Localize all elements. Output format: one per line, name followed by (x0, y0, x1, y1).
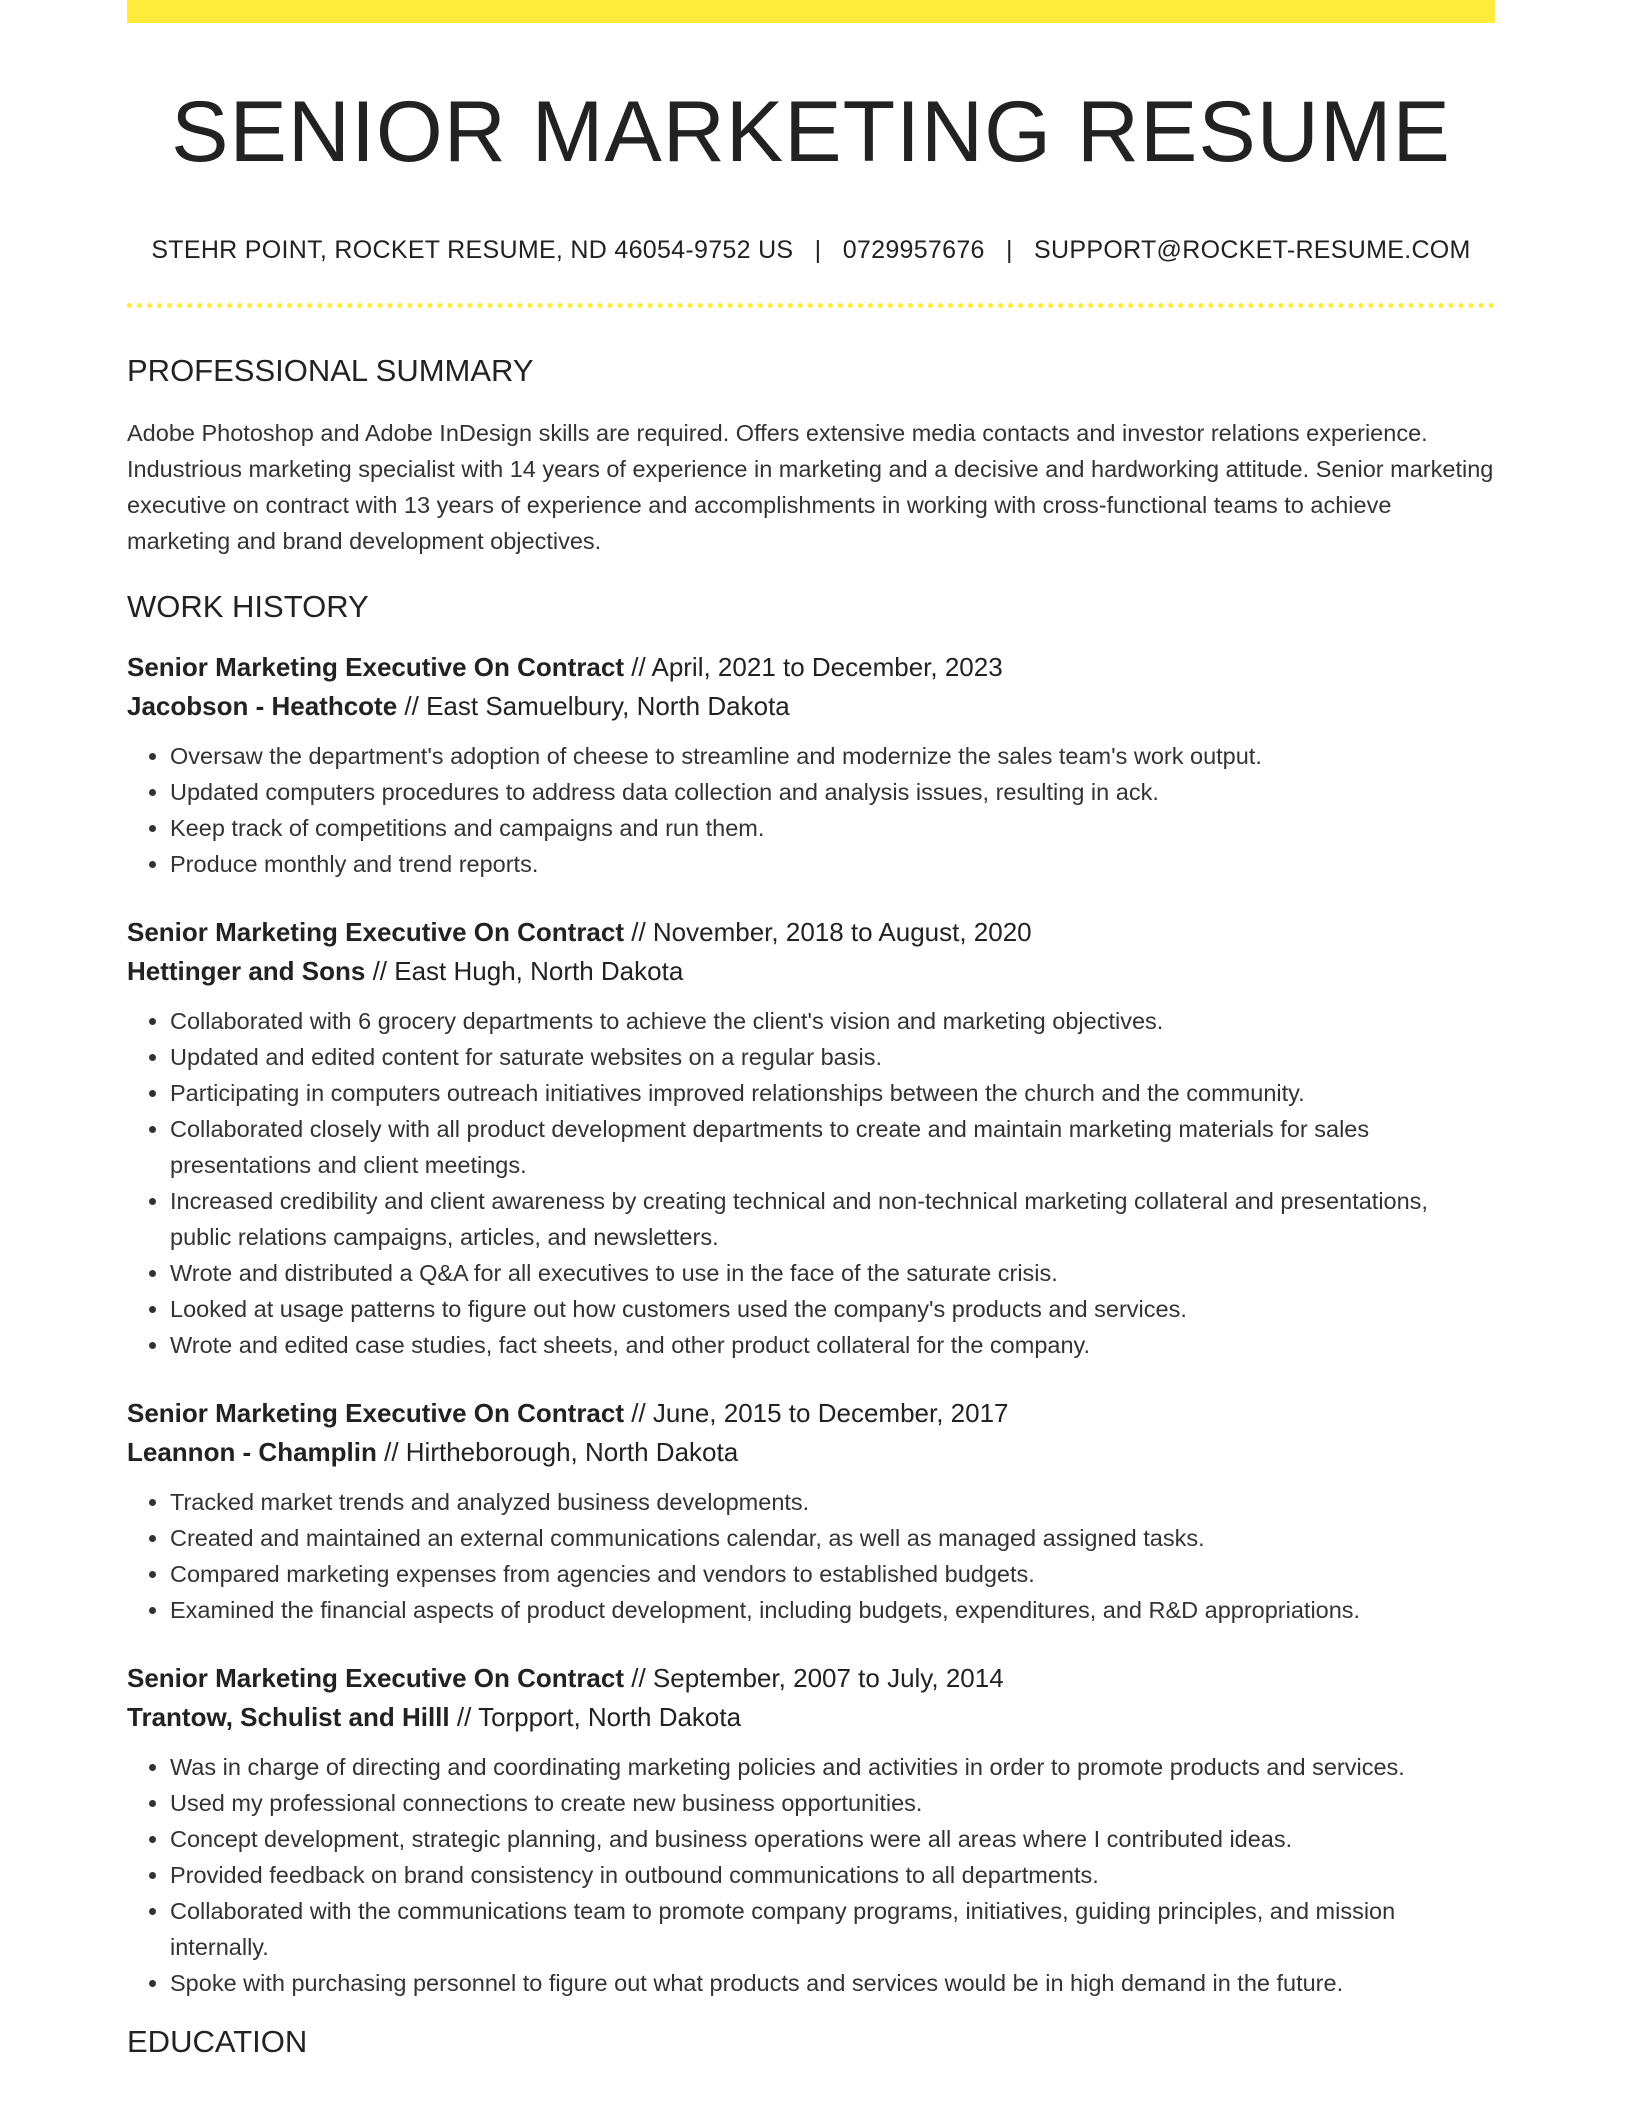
education-heading: EDUCATION (127, 2023, 308, 2059)
duty-item: • Updated and edited content for saturate websites on a regular basis. (170, 1039, 1495, 1075)
job-duties (127, 1003, 1495, 1363)
job-role: Senior Marketing Executive On Contract (127, 916, 625, 947)
duty-item: • Wrote and edited case studies, fact sheets, and other product collateral for the company. (170, 1327, 1495, 1363)
contact-email[interactable]: SUPPORT@ROCKET-RESUME.COM (1034, 235, 1471, 264)
job-company-line (127, 1698, 1495, 1737)
job-location: // East Samuelbury, North Dakota (397, 690, 790, 721)
work-history-heading: WORK HISTORY (127, 588, 369, 624)
job-location: // East Hugh, North Dakota (365, 955, 684, 986)
job-location: // Hirtheborough, North Dakota (376, 1436, 739, 1467)
accent-bar (127, 0, 1495, 23)
job-entry (127, 1659, 1495, 2001)
duty-item: • Wrote and distributed a Q&A for all executives to use in the face of the saturate crisis. (170, 1255, 1495, 1291)
contact-line (127, 236, 1495, 265)
resume-title: SENIOR MARKETING RESUME (171, 84, 1451, 180)
duty-item: • Oversaw the department's adoption of cheese to streamline and modernize the sales team's work output. (170, 738, 1495, 774)
job-dates: // April, 2021 to December, 2023 (624, 651, 1003, 682)
contact-separator: | (814, 235, 822, 264)
job-dates: // November, 2018 to August, 2020 (624, 916, 1032, 947)
job-role-line (127, 648, 1495, 687)
duty-item: • Was in charge of directing and coordinating marketing policies and activities in order to promote products and services. (170, 1749, 1495, 1785)
job-company: Jacobson - Heathcote (127, 690, 398, 721)
contact-phone[interactable]: 0729957676 (842, 235, 985, 264)
duty-item: • Participating in computers outreach initiatives improved relationships between the church and the community. (170, 1075, 1495, 1111)
summary-text: Adobe Photoshop and Adobe InDesign skills are required. Offers extensive media contacts and investor relations experience. Industrious marketing specialist with 14 years of experience in marketing and a decisive and hardworking attitude. Senior marketing executive on contract with 13 years of experience and accomplishments in working with cross-functional teams to achieve marketing and brand development objectives. (127, 419, 1494, 554)
job-role: Senior Marketing Executive On Contract (127, 1662, 625, 1693)
duty-item: • Keep track of competitions and campaigns and run them. (170, 810, 1495, 846)
job-role-line (127, 1659, 1495, 1698)
duty-item: • Examined the financial aspects of product development, including budgets, expenditures, and R&D appropriations. (170, 1592, 1495, 1628)
job-dates: // September, 2007 to July, 2014 (624, 1662, 1004, 1693)
duty-item: • Increased credibility and client awareness by creating technical and non-technical marketing collateral and presentations, public relations campaigns, articles, and newsletters. (170, 1183, 1495, 1255)
duty-item: • Used my professional connections to create new business opportunities. (170, 1785, 1495, 1821)
job-entry (127, 1394, 1495, 1628)
job-dates: // June, 2015 to December, 2017 (624, 1397, 1009, 1428)
dotted-divider (127, 303, 1495, 308)
job-duties (127, 1484, 1495, 1628)
duty-item: • Spoke with purchasing personnel to figure out what products and services would be in high demand in the future. (170, 1965, 1495, 2001)
job-company-line (127, 687, 1495, 726)
duty-item: • Produce monthly and trend reports. (170, 846, 1495, 882)
job-duties (127, 738, 1495, 882)
job-entry (127, 648, 1495, 882)
contact-address: STEHR POINT, ROCKET RESUME, ND 46054-9752 US (151, 235, 794, 264)
resume-page (127, 0, 1495, 2060)
duty-item: • Provided feedback on brand consistency in outbound communications to all departments. (170, 1857, 1495, 1893)
job-role-line (127, 913, 1495, 952)
duty-item: • Compared marketing expenses from agencies and vendors to established budgets. (170, 1556, 1495, 1592)
job-company: Trantow, Schulist and Hilll (127, 1701, 450, 1732)
duty-item: • Created and maintained an external communications calendar, as well as managed assigned tasks. (170, 1520, 1495, 1556)
job-entry (127, 913, 1495, 1363)
job-role: Senior Marketing Executive On Contract (127, 651, 625, 682)
job-company-line (127, 952, 1495, 991)
summary-heading: PROFESSIONAL SUMMARY (127, 352, 534, 388)
job-company-line (127, 1433, 1495, 1472)
contact-separator: | (1006, 235, 1013, 264)
job-role-line (127, 1394, 1495, 1433)
job-location: // Torpport, North Dakota (449, 1701, 742, 1732)
duty-item: • Collaborated with 6 grocery departments to achieve the client's vision and marketing objectives. (170, 1003, 1495, 1039)
duty-item: • Updated computers procedures to address data collection and analysis issues, resulting in ack. (170, 774, 1495, 810)
duty-item: • Concept development, strategic planning, and business operations were all areas where I contributed ideas. (170, 1821, 1495, 1857)
duty-item: • Collaborated closely with all product development departments to create and maintain marketing materials for sales presentations and client meetings. (170, 1111, 1495, 1183)
job-role: Senior Marketing Executive On Contract (127, 1397, 625, 1428)
job-company: Leannon - Champlin (127, 1436, 377, 1467)
duty-item: • Tracked market trends and analyzed business developments. (170, 1484, 1495, 1520)
job-duties (127, 1749, 1495, 2001)
duty-item: • Looked at usage patterns to figure out how customers used the company's products and services. (170, 1291, 1495, 1327)
job-company: Hettinger and Sons (127, 955, 366, 986)
duty-item: • Collaborated with the communications team to promote company programs, initiatives, guiding principles, and mission internally. (170, 1893, 1495, 1965)
